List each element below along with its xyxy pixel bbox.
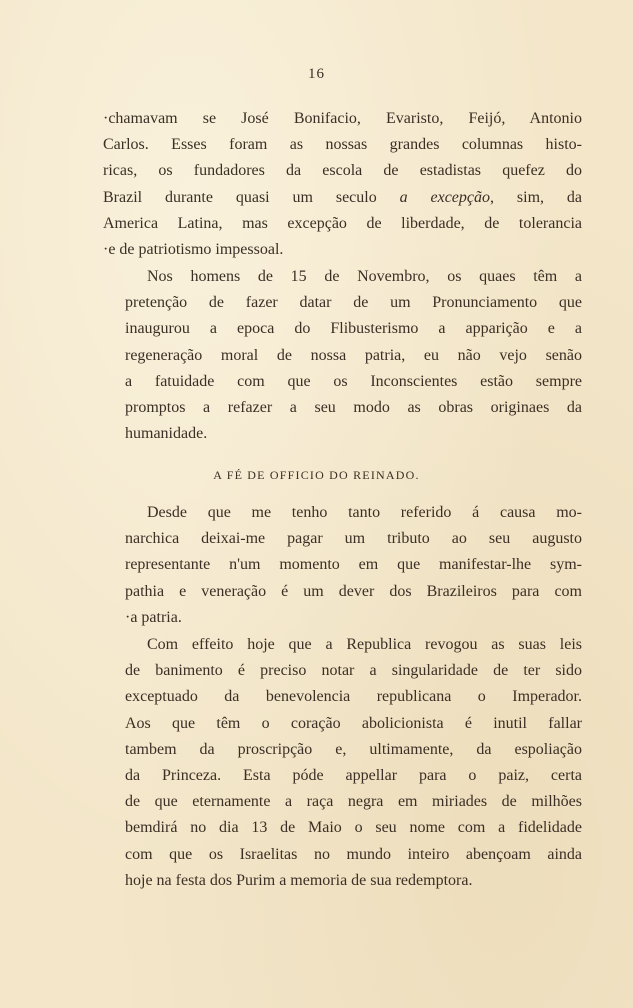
text-line: com que os Israelitas no mundo inteiro abenҫoam ainda (125, 845, 582, 863)
text-line: a fatuidade com que os Inconscientes estão sempre (125, 372, 582, 390)
text-line: Carlos. Esses foram as nossas grandes columnas histo- (103, 136, 582, 154)
text-line: da Princeza. Esta póde appellar para o paiz, certa (125, 767, 582, 785)
text-line: Desde que me tenho tanto referido á causa mo- (147, 504, 582, 521)
text-line: exceptuado da benevolencia republicana o Imperador. (125, 688, 582, 706)
text-line: inaugurou a epoca do Flibusterismo a apparição e a (125, 320, 582, 338)
page-number: 16 (308, 66, 325, 82)
paragraph-3 (103, 500, 582, 631)
paragraph-1 (103, 106, 582, 263)
text-line: humanidade. (125, 425, 208, 443)
text-line: representante n'um momento em que manifestar-lhe sym- (125, 556, 582, 574)
text-line: Com effeito hoje que a Republica revogou as suas leis (147, 636, 582, 653)
text-segment: , sim, da (490, 188, 582, 206)
text-line: regeneração moral de nossa patria, eu não vejo senão (125, 346, 582, 364)
text-line: bemdirá no dia 13 de Maio o seu nome com a fidelidade (125, 819, 582, 837)
text-line: ·chamavam se José Bonifacio, Evaristo, Feijó, Antonio (103, 110, 582, 127)
text-line: Nos homens de 15 de Novembro, os quaes têm a (147, 268, 582, 285)
paragraph-2 (103, 264, 582, 447)
text-line: ·a patria. (125, 608, 182, 626)
text-line: Aos que têm o coração abolicionista é inutil fallar (125, 714, 582, 732)
text-line: ·e de patriotismo impessoal. (103, 241, 284, 259)
text-line: America Latina, mas excepção de liberdade, de tolerancia (103, 214, 582, 232)
text-line: tambem da proscripção e, ultimamente, da espoliação (125, 740, 582, 758)
text-line: narchica deixai-me pagar um tributo ao seu augusto (125, 530, 582, 548)
text-line: promptos a refazer a seu modo as obras originaes da (125, 399, 582, 417)
text-line: ricas, os fundadores da escola de estadistas quefez do (103, 162, 582, 180)
section-heading: A FÉ DE OFFICIO DO REINADO. (213, 468, 420, 482)
text-line-with-italic (103, 185, 582, 211)
text-segment: Brazil durante quasi um seculo (103, 188, 377, 206)
italic-phrase: a excepção (399, 188, 491, 206)
text-line: hoje na festa dos Purim a memoria de sua redemptora. (125, 871, 473, 889)
text-line: pathia e veneração é um dever dos Brazileiros para com (125, 582, 582, 600)
paragraph-4 (103, 632, 582, 894)
text-line: de banimento é preciso notar a singularidade de ter sido (125, 662, 582, 680)
text-line: de que eternamente a raça negra em miriades de milhões (125, 793, 582, 811)
text-line: pretenção de fazer datar de um Pronunciamento que (125, 294, 582, 312)
